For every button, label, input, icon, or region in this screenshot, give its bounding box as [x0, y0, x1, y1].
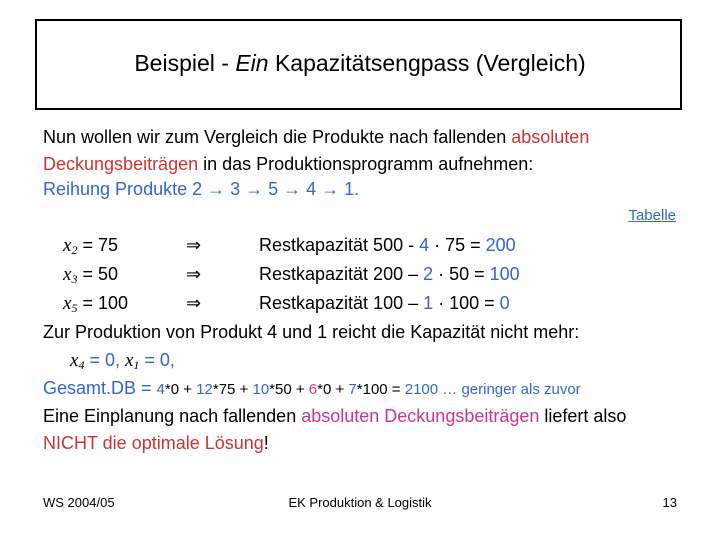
final-text: ! [263, 433, 269, 453]
calc-result: 0 [499, 293, 510, 313]
intro-line-3: Reihung Produkte 2 → 3 → 5 → 4 → 1. [43, 179, 360, 199]
calc-result: 100 [489, 264, 520, 284]
intro-highlight: Deckungsbeiträgen [43, 154, 199, 174]
row-3-calc [259, 294, 510, 312]
row-2-calc [259, 265, 520, 283]
sub: 5 [71, 301, 78, 315]
calc-mid: · 100 = [433, 293, 500, 313]
title-italic: Ein [235, 50, 269, 76]
row-1-calc [259, 236, 516, 254]
eq: = 0, [84, 350, 125, 370]
conclusion-line: Zur Produktion von Produkt 4 und 1 reicht die Kapazität nicht mehr: [43, 322, 580, 342]
final-highlight: NICHT die optimale Lösung [43, 433, 264, 453]
eq: = 50 [77, 264, 118, 284]
sub: 3 [71, 272, 78, 286]
row-1-arrow: ⇒ [186, 235, 202, 255]
row-2-var [63, 265, 118, 285]
final-text: liefert also [539, 406, 627, 426]
db-n: 12 [196, 381, 213, 398]
db-n: 4 [156, 381, 165, 398]
final-text: Eine Einplanung nach fallenden [43, 406, 302, 426]
eq: = 0, [139, 350, 175, 370]
var: x [63, 264, 72, 285]
calc-text: Restkapazität 500 - [259, 235, 420, 255]
row-3-var [63, 294, 128, 314]
slide-title [0, 52, 720, 75]
var: x [70, 350, 79, 371]
calc-text: Restkapazität 100 – [259, 293, 424, 313]
title-suffix: Kapazitätsengpass (Vergleich) [268, 50, 586, 76]
calc-mid: · 50 = [433, 264, 490, 284]
final-line-2 [43, 434, 269, 452]
eq: = 100 [77, 293, 128, 313]
intro-text: in das Produktionsprogramm aufnehmen: [198, 154, 534, 174]
row-3-arrow: ⇒ [186, 293, 202, 313]
final-highlight: absoluten Deckungsbeiträgen [301, 406, 540, 426]
intro-text: Nun wollen wir zum Vergleich die Produkte nach fallenden [43, 127, 512, 147]
calc-num: 2 [423, 264, 434, 284]
calc-mid: · 75 = [429, 235, 486, 255]
calc-num: 4 [419, 235, 430, 255]
title-prefix: Beispiel - [134, 50, 236, 76]
zero-line [70, 351, 175, 371]
tabelle-link[interactable]: Tabelle [628, 207, 676, 224]
db-label: Gesamt.DB = [43, 378, 157, 398]
db-op: *50 + [269, 381, 309, 398]
db-result: 2100 … geringer als zuvor [404, 381, 581, 398]
calc-num: 1 [423, 293, 434, 313]
db-line [43, 379, 581, 397]
db-n: 7 [348, 381, 357, 398]
db-op: *0 + [164, 381, 197, 398]
footer-center: EK Produktion & Logistik [288, 495, 432, 510]
intro-line-1 [43, 128, 589, 146]
db-op: *100 = [356, 381, 405, 398]
sub: 4 [78, 358, 85, 372]
intro-highlight: absoluten [511, 127, 590, 147]
sub: 2 [71, 243, 78, 257]
calc-text: Restkapazität 200 – [259, 264, 424, 284]
var: x [124, 350, 134, 371]
footer-left: WS 2004/05 [43, 495, 115, 510]
row-1-var [63, 236, 118, 256]
row-2-arrow: ⇒ [186, 264, 202, 284]
sub: 1 [133, 358, 140, 372]
var: x [63, 293, 72, 314]
final-line-1 [43, 407, 626, 425]
db-n: 10 [252, 381, 270, 398]
db-n: 6 [308, 381, 318, 398]
eq: = 75 [77, 235, 118, 255]
calc-result: 200 [485, 235, 516, 255]
page-number: 13 [662, 495, 677, 510]
db-op: *75 + [212, 381, 253, 398]
db-op: *0 + [317, 381, 349, 398]
var: x [63, 235, 72, 256]
intro-line-2 [43, 155, 533, 173]
